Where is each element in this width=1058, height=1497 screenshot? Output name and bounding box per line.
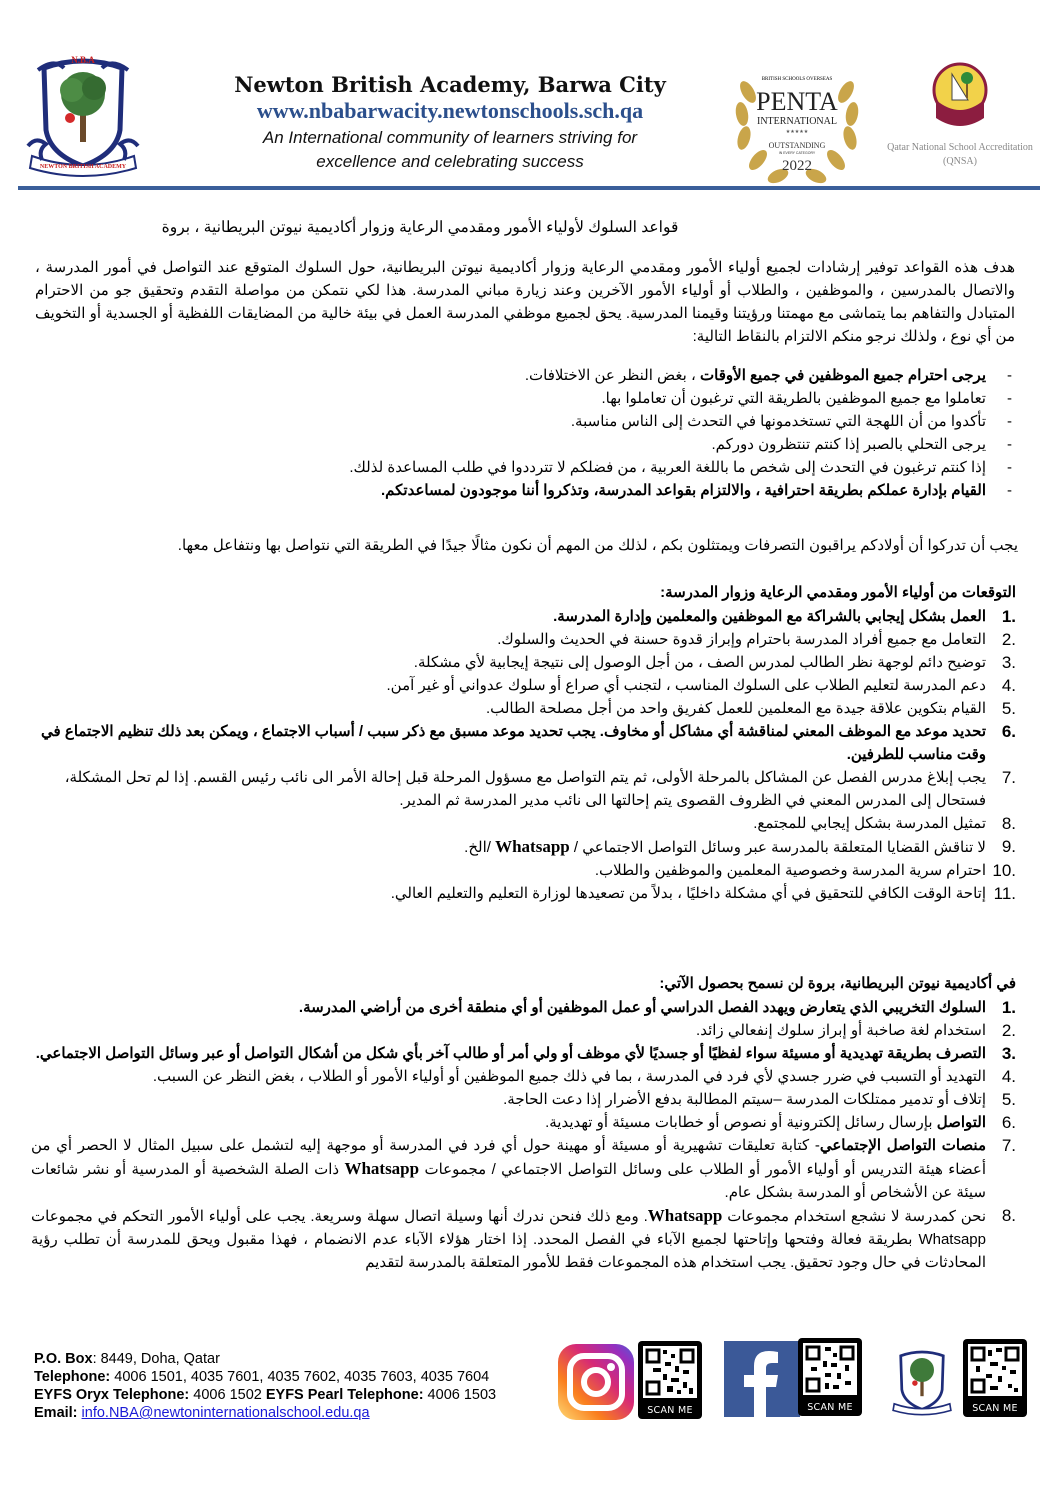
- intro-paragraph: هدف هذه القواعد توفير إرشادات لجميع أولياء الأمور ومقدمي الرعاية وزوار أكاديمية نيوتن البريطانية، حول السلوك المتوقع عند التواصل في أمور المدرسة ، والاتصال بالمدرسين ، والموظفين ، والطلاب أو أولياء الأمور الآخرين وعند زيارة مباني المدرسة. هذا لكي نتمكن من مواصلة التقدم وتحقيق جو من الاحترام المتبادل والتفاهم بما يتماشى مع مهمتنا ورؤيتنا وقيمنا المدرسية. يحق لجميع موظفي المدرسة العمل في بيئة خالية من المضايقات اللفظية أو الجسدية أو التخويف من أي نوع ، ولذلك نرجو منكم الالتزام بالنقاط التالية:: [35, 259, 1015, 345]
- website-qr-code[interactable]: [963, 1339, 1027, 1417]
- list-item: [38, 766, 1016, 812]
- telephone-value: 4006 1501, 4035 7601, 4035 7602, 4035 7603, 4035 7604: [110, 1369, 490, 1385]
- list-item: [38, 859, 1016, 882]
- instagram-icon[interactable]: [558, 1344, 634, 1420]
- item-text: إتلاف أو تدمير ممتلكات المدرسة –سيتم المطالبة بدفع الأضرار إذا دعت الحاجة.: [503, 1091, 986, 1108]
- list-item: [31, 1134, 1016, 1204]
- item-number: 8.: [1001, 814, 1016, 833]
- item-number: 7.: [1001, 768, 1016, 787]
- item-text: التهديد أو التسبب في ضرر جسدي لأي فرد في المدرسة ، بما في ذلك جميع الموظفين أو أولياء الأمور أو الطلاب ، بغض النظر عن السبب.: [152, 1068, 986, 1085]
- penta-international-badge: [732, 52, 862, 188]
- item-text: ، بغض النظر عن الاختلافات.: [524, 367, 701, 384]
- qnsa-accreditation: [875, 60, 1045, 180]
- item-bold-text: التواصل: [936, 1114, 986, 1131]
- list-item: [31, 1019, 1016, 1042]
- list-item: [38, 628, 1016, 651]
- header-text-block: [220, 72, 680, 174]
- crest-monogram: N.B.A: [71, 55, 95, 65]
- list-item: [256, 456, 1016, 479]
- qnsa-label-line-2: (QNSA): [943, 156, 977, 167]
- item-text-after: /الخ.: [464, 839, 496, 856]
- po-box-label: P.O. Box: [34, 1351, 93, 1367]
- telephone-line: [34, 1368, 574, 1386]
- eyfs-pearl-value: 4006 1503: [423, 1387, 497, 1403]
- item-number: 5.: [1001, 699, 1016, 718]
- telephone-label: Telephone:: [34, 1369, 111, 1385]
- item-number: 2.: [1001, 1021, 1016, 1040]
- po-box-value: : 8449, Doha, Qatar: [92, 1351, 220, 1367]
- list-item: [256, 387, 1016, 410]
- item-number: 3.: [1001, 653, 1016, 672]
- item-bold-text: العمل بشكل إيجابي بالشراكة مع الموظفين والمعلمين وإدارة المدرسة.: [553, 608, 986, 625]
- penta-year: 2022: [782, 158, 812, 174]
- item-text: تعاملوا مع جميع الموظفين بالطريقة التي ترغبون أن تعاملوا بها.: [601, 390, 986, 407]
- list-item: [38, 697, 1016, 720]
- penta-main-text: PENTA: [756, 87, 838, 116]
- item-text: توضيح دائم لوجهة نظر الطالب لمدرس الصف ، من أجل الوصول إلى نتيجة إيجابية لأي مشكلة.: [413, 654, 986, 671]
- item-number: 5.: [1001, 1090, 1016, 1109]
- item-text: يرجى التحلي بالصبر إذا كنتم تنتظرون دوركم.: [711, 436, 986, 453]
- list-item: [38, 882, 1016, 905]
- po-box-line: [34, 1350, 574, 1368]
- item-number: 4.: [1001, 1067, 1016, 1086]
- list-item: [31, 1111, 1016, 1134]
- item-number: 3.: [1001, 1044, 1016, 1063]
- list-item: [38, 812, 1016, 835]
- list-item: [31, 1042, 1016, 1065]
- school-website-link[interactable]: www.nbabarwacity.newtonschools.sch.qa: [256, 98, 644, 123]
- penta-award-text: OUTSTANDING: [768, 141, 826, 150]
- item-number: 2.: [1001, 630, 1016, 649]
- item-text: إذا كنتم ترغبون في التحدث إلى شخص ما باللغة العربية ، من فضلكم لا تترددوا في طلب المساعدة لذلك.: [349, 459, 986, 476]
- expectations-list: [38, 605, 1016, 905]
- document-title: قواعد السلوك لأولياء الأمور ومقدمي الرعاية وزوار أكاديمية نيوتن البريطانية ، بروة: [161, 219, 679, 236]
- school-name: Newton British Academy, Barwa City: [234, 72, 666, 97]
- item-text: نحن كمدرسة لا نشجع استخدام مجموعات: [722, 1208, 986, 1225]
- not-allowed-list: [31, 996, 1016, 1274]
- email-link[interactable]: info.NBA@newtoninternationalschool.edu.qa: [81, 1405, 370, 1421]
- whatsapp-term: Whatsapp: [647, 1206, 723, 1225]
- item-bold-text: السلوك التخريبي الذي يتعارض ويهدد الفصل الدراسي أو عمل الموظفين أو أي منطقة أخرى من أراضي المدرسة.: [298, 999, 986, 1016]
- item-text: دعم المدرسة لتعليم الطلاب على السلوك المناسب ، لتجنب أي صراع أو سلوك عدواني أو غير آمن.: [386, 677, 986, 694]
- email-label: Email:: [34, 1405, 78, 1421]
- item-text: يجب إبلاغ مدرس الفصل عن المشاكل بالمرحلة الأولى، ثم يتم التواصل مع مسؤول المرحلة قبل إحالة الأمر الى نائب رئيس القسم. إذا لم تحل المشكلة، فستحال إلى المدرس المعني في الظروف القصوى يتم إحالتها الى نائب مدير المدرسة ثم المدير.: [64, 769, 986, 809]
- list-item: [256, 364, 1016, 387]
- eyfs-oryx-label: EYFS Oryx Telephone:: [34, 1387, 190, 1403]
- list-item: [256, 410, 1016, 433]
- penta-top-text: BRITISH SCHOOLS OVERSEAS: [761, 77, 833, 82]
- item-text: استخدام لغة صاخبة أو إبراز سلوك إنفعالي زائد.: [696, 1022, 986, 1039]
- facebook-qr-code[interactable]: [798, 1338, 862, 1416]
- item-text-after: ذات الصلة الشخصية أو المدرسية أو نشر شائعات سيئة عن الأشخاص أو المدرسة بشكل عام.: [31, 1161, 986, 1201]
- qr-code-icon: [803, 1343, 857, 1395]
- eyfs-pearl-label: EYFS Pearl Telephone:: [265, 1387, 424, 1403]
- school-tagline: [220, 126, 680, 174]
- email-line: [34, 1404, 574, 1422]
- item-text: القيام بتكوين علاقة جيدة مع المعلمين للعمل كفريق واحد من أجل مصلحة الطالب.: [485, 700, 986, 717]
- footer-contact-block: [34, 1350, 574, 1422]
- item-number: 1.: [1001, 607, 1016, 626]
- item-text: احترام سرية المدرسة وخصوصية المعلمين والموظفين والطلاب.: [594, 862, 986, 879]
- list-item: [38, 720, 1016, 766]
- item-number: 10.: [992, 861, 1016, 880]
- item-text-after: . ومع ذلك فنحن ندرك أنها وسيلة اتصال سهلة وسريعة. يجب على أولياء الأمور التحكم في مجموعات Whatsapp بطريقة فعالة وفتحها وإتاحتها لجميع الآباء في الفصل المحدد. إذا اختار هؤلاء الآباء عدم الانضمام ، فهذا مقبول ويحق للمدرسة أن تطلب رؤية المحادثات في حال وجود تحقيق. يجب استخدام هذه المجموعات فقط للأمور المتعلقة بالمدرسة لتقديم: [31, 1208, 986, 1271]
- whatsapp-term: Whatsapp: [344, 1159, 420, 1178]
- list-item: [38, 651, 1016, 674]
- penta-award-sub: IN EVERY CATEGORY: [778, 151, 816, 155]
- item-text: التعامل مع جميع أفراد المدرسة باحترام وإبراز قدوة حسنة في الحديث والسلوك.: [497, 631, 986, 648]
- list-item: [38, 674, 1016, 697]
- item-number: 6.: [1001, 1113, 1016, 1132]
- penta-sub-text: INTERNATIONAL: [757, 116, 837, 127]
- list-item: [38, 835, 1016, 859]
- item-text: - كتابة تعليقات تشهيرية أو مسيئة أو مهينة حول أي فرد في المدرسة أو موجهة إليه لتشمل على سبيل المثال لا الحصر أي من أعضاء هيئة التدريس أو أولياء الأمور أو الطلاب على وسائل التواصل الاجتماعي / مجموعات: [31, 1137, 987, 1178]
- scan-me-label: SCAN ME: [807, 1402, 853, 1413]
- scan-me-label: SCAN ME: [647, 1405, 693, 1416]
- item-text: تأكدوا من أن اللهجة التي تستخدمونها في التحدث إلى الناس مناسبة.: [570, 413, 986, 430]
- item-text: إتاحة الوقت الكافي للتحقيق في أي مشكلة داخليًا ، بدلاً من تصعيدها لوزارة التعليم والتعليم العالي.: [390, 885, 986, 902]
- item-bold-text: منصات التواصل الإجتماعي: [819, 1137, 986, 1154]
- school-crest-logo: [24, 50, 142, 182]
- item-text: تمثيل المدرسة بشكل إيجابي للمجتمع.: [753, 815, 986, 832]
- qnsa-emblem-icon: [930, 60, 990, 136]
- eyfs-oryx-value: 4006 1502: [189, 1387, 266, 1403]
- item-bold-text: يرجى احترام جميع الموظفين في جميع الأوقات: [700, 367, 986, 384]
- expectations-heading: التوقعات من أولياء الأمور ومقدمي الرعاية وزوار المدرسة:: [660, 584, 1016, 601]
- item-number: 7.: [1001, 1136, 1016, 1155]
- eyfs-telephone-line: [34, 1386, 574, 1404]
- item-text: بإرسال رسائل إلكترونية أو نصوص أو خطابات مسيئة أو تهديدية.: [545, 1114, 937, 1131]
- scan-me-label: SCAN ME: [972, 1403, 1018, 1414]
- facebook-icon[interactable]: [724, 1341, 800, 1417]
- item-number: 1.: [1001, 998, 1016, 1017]
- list-item: [256, 433, 1016, 456]
- not-allowed-heading: في أكاديمية نيوتن البريطانية، بروة لن نسمح بحصول الآتي:: [659, 975, 1016, 992]
- qr-code-icon: [643, 1346, 697, 1398]
- list-item: [256, 479, 1016, 502]
- tagline-line-2: excellence and celebrating success: [316, 152, 584, 171]
- list-item: [31, 1088, 1016, 1111]
- item-number: 6.: [1001, 722, 1016, 741]
- tagline-line-1: An International community of learners striving for: [262, 128, 638, 147]
- item-bold-text: التصرف بطريقة تهديدية أو مسيئة سواء لفظيًا أو جسديًا لأي موظف أو ولي أمر أو طالب آخر بأي شكل من أشكال التواصل أو عبر وسائل التواصل الاجتماعي.: [35, 1045, 986, 1062]
- whatsapp-term: Whatsapp: [495, 837, 570, 856]
- qnsa-label-line-1: Qatar National School Accreditation: [887, 142, 1033, 153]
- penta-stars: ★★★★★: [785, 129, 809, 135]
- item-number: 8.: [1001, 1206, 1016, 1225]
- list-item: [31, 1065, 1016, 1088]
- list-item: [38, 605, 1016, 628]
- example-paragraph: يجب أن تدركوا أن أولادكم يراقبون التصرفات ويمتثلون بكم ، لذلك من المهم أن نكون مثالًا جيدًا في الطريقة التي نتواصل بها ونتفاعل معها.: [177, 537, 1018, 554]
- header-divider: [18, 186, 1040, 190]
- item-number: 4.: [1001, 676, 1016, 695]
- conduct-points-list: [256, 364, 1016, 502]
- qr-code-icon: [968, 1344, 1022, 1396]
- item-number: 9.: [1001, 837, 1016, 856]
- instagram-qr-code[interactable]: [638, 1341, 702, 1419]
- list-item: [31, 996, 1016, 1019]
- crest-banner-text: NEWTON BRITISH ACADEMY: [39, 164, 127, 170]
- item-text: لا تناقش القضايا المتعلقة بالمدرسة عبر وسائل التواصل الاجتماعي /: [569, 839, 986, 856]
- item-bold-text: القيام بإدارة عملكم بطريقة احترافية ، والالتزام بقواعد المدرسة، وتذكروا أننا موجودون لمساعدتكم.: [380, 482, 986, 499]
- list-item: [31, 1204, 1016, 1274]
- item-bold-text: تحديد موعد مع الموظف المعني لمناقشة أي مشاكل أو مخاوف. يجب تحديد موعد مسبق مع ذكر سبب / أسباب الاجتماع ، ويمكن بعد ذلك تنظيم الاجتماع في وقت مناسب للطرفين.: [41, 723, 986, 763]
- school-crest-small-logo: [883, 1346, 961, 1418]
- item-number: 11.: [993, 884, 1016, 903]
